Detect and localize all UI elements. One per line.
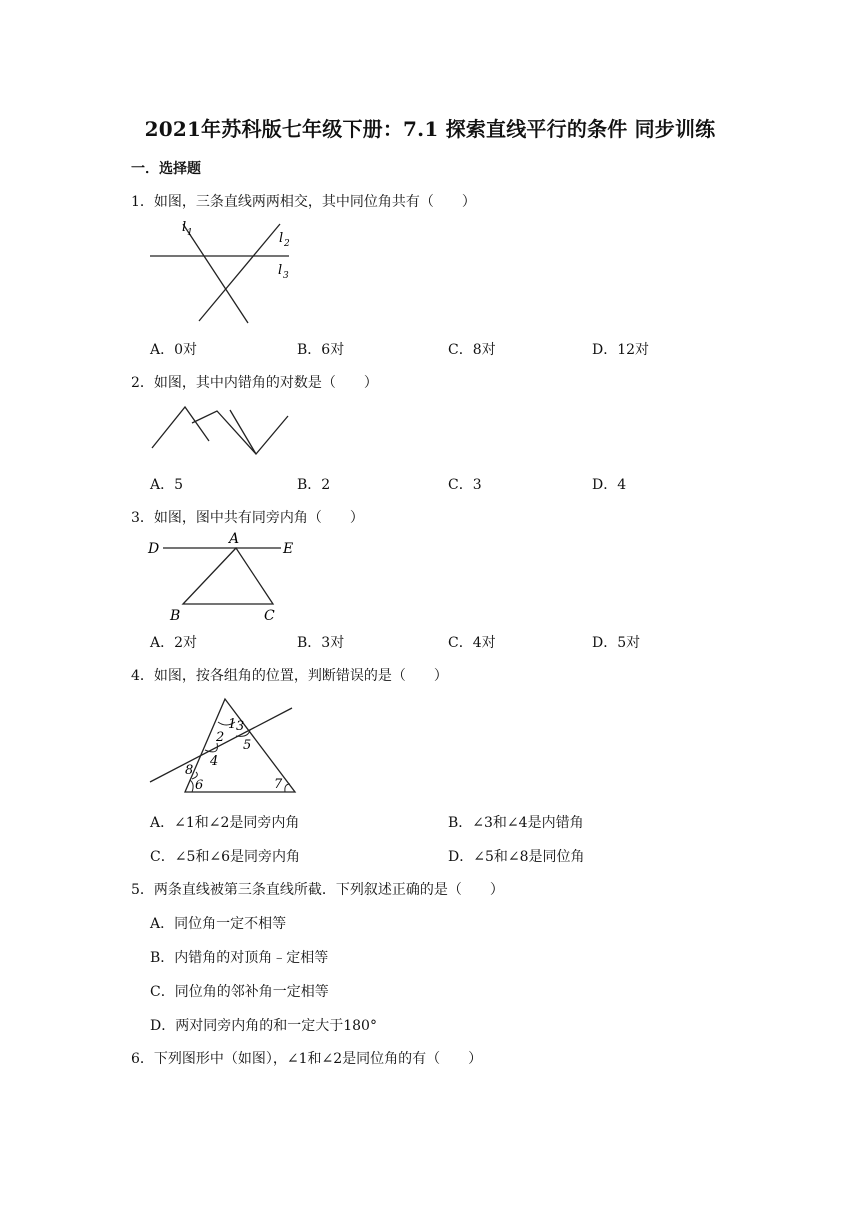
label-d: D xyxy=(148,541,160,557)
question-1-stem: 1．如图，三条直线两两相交，其中同位角共有（ ） xyxy=(131,194,476,210)
angle-2-label: 2 xyxy=(216,730,225,745)
label-l3-sub: 3 xyxy=(283,271,289,281)
q1-option-d: D．12对 xyxy=(592,342,650,358)
question-1-figure xyxy=(140,218,310,330)
question-2-figure xyxy=(140,400,300,460)
question-3-figure xyxy=(140,530,310,622)
q4-option-a: A．∠1和∠2是同旁内角 xyxy=(150,815,300,831)
angle-6-label: 6 xyxy=(195,778,204,793)
q1-option-b: B．6对 xyxy=(297,342,345,358)
label-l2-letter: l xyxy=(279,231,284,246)
q3-option-b: B．3对 xyxy=(297,635,345,651)
q5-option-c: C．同位角的邻补角一定相等 xyxy=(150,984,329,1000)
question-6-stem: 6．下列图形中（如图），∠1和∠2是同位角的有（ ） xyxy=(131,1051,483,1067)
label-a: A xyxy=(229,531,240,547)
angle-4-label: 4 xyxy=(210,754,219,769)
line-l2 xyxy=(199,224,283,321)
angle-1-label: 1 xyxy=(228,717,237,732)
question-5-stem: 5．两条直线被第三条直线所截．下列叙述正确的是（ ） xyxy=(131,882,504,898)
triangle-abc xyxy=(183,548,273,604)
q2-option-c: C．3 xyxy=(448,477,482,493)
angle-5-label: 5 xyxy=(243,738,252,753)
q2-option-a: A．5 xyxy=(150,477,184,493)
label-l3-letter: l xyxy=(278,263,283,278)
q5-option-d: D．两对同旁内角的和一定大于180° xyxy=(150,1018,377,1034)
question-4-figure xyxy=(140,692,310,804)
q4-option-d: D．∠5和∠8是同位角 xyxy=(448,849,585,865)
angle-3-label: 3 xyxy=(236,719,245,734)
angle-7-label: 7 xyxy=(274,777,283,792)
q5-option-a: A．同位角一定不相等 xyxy=(150,916,287,932)
q1-option-c: C．8对 xyxy=(448,342,496,358)
label-l1-letter: l xyxy=(182,220,187,235)
question-3-stem: 3．如图，图中共有同旁内角（ ） xyxy=(131,510,364,526)
question-4-stem: 4．如图，按各组角的位置，判断错误的是（ ） xyxy=(131,668,448,684)
label-l1-sub: 1 xyxy=(187,228,193,238)
question-2-stem: 2．如图，其中内错角的对数是（ ） xyxy=(131,375,378,391)
q2-option-b: B．2 xyxy=(297,477,331,493)
q1-option-a: A．0对 xyxy=(150,342,198,358)
label-l2-sub: 2 xyxy=(284,239,290,249)
page-title: 2021年苏科版七年级下册：7.1 探索直线平行的条件 同步训练 xyxy=(144,117,716,141)
q2-option-d: D．4 xyxy=(592,477,627,493)
label-e: E xyxy=(283,541,294,557)
section-heading: 一．选择题 xyxy=(131,161,201,177)
transversal xyxy=(150,708,292,782)
q3-option-d: D．5对 xyxy=(592,635,641,651)
q3-option-a: A．2对 xyxy=(150,635,198,651)
angle-8-label: 8 xyxy=(185,763,194,778)
q4-option-c: C．∠5和∠6是同旁内角 xyxy=(150,849,300,865)
q3-option-c: C．4对 xyxy=(448,635,496,651)
q4-option-b: B．∠3和∠4是内错角 xyxy=(448,815,584,831)
label-c: C xyxy=(264,608,275,624)
label-b: B xyxy=(170,608,181,624)
q5-option-b: B．内错角的对顶角﹣定相等 xyxy=(150,950,329,966)
